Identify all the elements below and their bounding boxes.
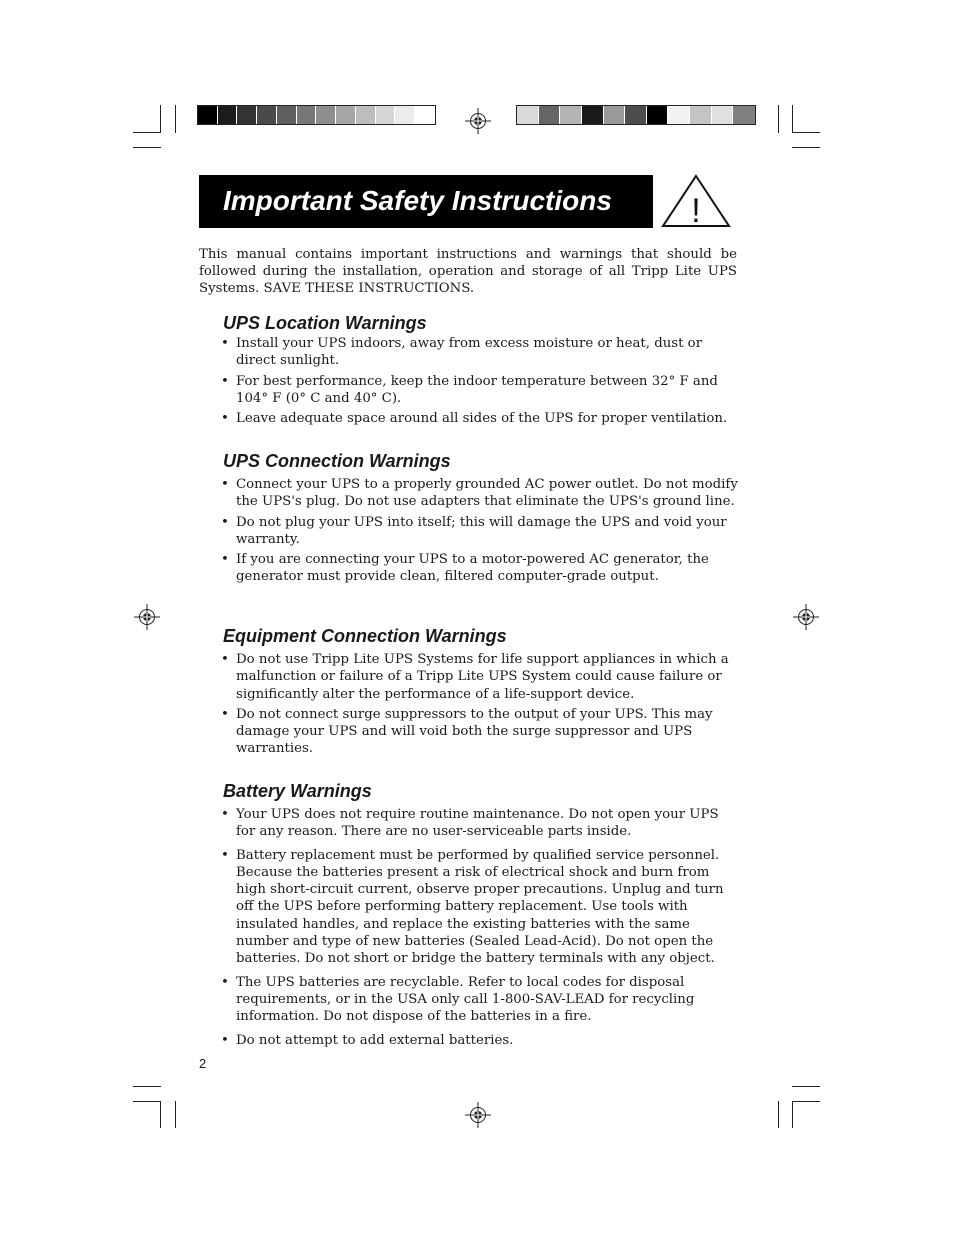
color-swatch [277, 106, 297, 124]
registration-mark-top-icon [465, 108, 491, 134]
color-swatch [690, 106, 712, 124]
color-swatch [316, 106, 336, 124]
color-swatch [668, 106, 690, 124]
color-swatch [582, 106, 604, 124]
section-heading-location: UPS Location Warnings [223, 313, 427, 333]
list-item: • Do not connect surge suppressors to the output of your UPS. This may damage your UPS and will void both the surge suppressor and UPS warranties. [221, 706, 739, 758]
color-swatch [218, 106, 238, 124]
list-item: • The UPS batteries are recyclable. Refer to local codes for disposal requirements, or in the USA only call 1-800-SAV-LEAD for recycling information. Do not dispose of the batteries in a fire. [221, 974, 739, 1026]
color-swatch [560, 106, 582, 124]
registration-mark-right-icon [793, 604, 819, 630]
color-swatch [625, 106, 647, 124]
color-swatch [297, 106, 317, 124]
section-heading-connection: UPS Connection Warnings [223, 451, 451, 471]
color-swatch [415, 106, 435, 124]
warning-symbol: ! [691, 192, 701, 229]
battery-warnings-list [221, 806, 739, 1049]
registration-mark-bottom-icon [465, 1102, 491, 1128]
color-swatch [604, 106, 626, 124]
color-swatch [647, 106, 669, 124]
page-title: Important Safety Instructions [199, 175, 653, 228]
gray-swatch-bar-right [516, 105, 756, 125]
color-swatch [517, 106, 539, 124]
list-item: • Install your UPS indoors, away from excess moisture or heat, dust or direct sunlight. [221, 335, 739, 370]
color-swatch [198, 106, 218, 124]
list-item: • Do not plug your UPS into itself; this will damage the UPS and void your warranty. [221, 514, 739, 549]
color-swatch [395, 106, 415, 124]
color-swatch [336, 106, 356, 124]
registration-mark-left-icon [134, 604, 160, 630]
color-swatch [539, 106, 561, 124]
section-heading-battery: Battery Warnings [223, 781, 372, 801]
list-item: • Leave adequate space around all sides of the UPS for proper ventilation. [221, 410, 739, 427]
section-heading-equipment: Equipment Connection Warnings [223, 626, 507, 646]
list-item: • If you are connecting your UPS to a motor-powered AC generator, the generator must provide clean, filtered computer-grade output. [221, 551, 739, 586]
warning-triangle-icon [660, 173, 732, 229]
list-item: • For best performance, keep the indoor temperature between 32° F and 104° F (0° C and 40° C). [221, 373, 739, 408]
color-swatch [376, 106, 396, 124]
color-swatch [356, 106, 376, 124]
page-number: 2 [199, 1056, 207, 1071]
list-item: • Your UPS does not require routine maintenance. Do not open your UPS for any reason. There are no user-serviceable parts inside. [221, 806, 739, 841]
color-swatch [712, 106, 734, 124]
intro-paragraph: This manual contains important instructions and warnings that should be followed during the installation, operation and storage of all Tripp Lite UPS Systems. SAVE THESE INSTRUCTIONS. [199, 247, 737, 297]
list-item: • Battery replacement must be performed by qualified service personnel. Because the batteries present a risk of electrical shock and burn from high short-circuit current, observe proper precautions. Unplug and turn off the UPS before performing battery replacement. Use tools with insulated handles, and replace the existing batteries with the same number and type of new batteries (Sealed Lead-Acid). Do not open the batteries. Do not short or bridge the battery terminals with any object. [221, 847, 739, 968]
location-warnings-list [221, 335, 739, 427]
list-item: • Do not attempt to add external batteries. [221, 1032, 739, 1049]
color-swatch [733, 106, 755, 124]
list-item: • Do not use Tripp Lite UPS Systems for life support appliances in which a malfunction or failure of a Tripp Lite UPS System could cause failure or significantly alter the performance of a life-support device. [221, 651, 739, 703]
gray-swatch-bar-left [197, 105, 436, 125]
list-item: • Connect your UPS to a properly grounded AC power outlet. Do not modify the UPS's plug. Do not use adapters that eliminate the UPS's ground line. [221, 476, 739, 511]
color-swatch [257, 106, 277, 124]
connection-warnings-list [221, 476, 739, 586]
color-swatch [237, 106, 257, 124]
equipment-warnings-list [221, 651, 739, 758]
